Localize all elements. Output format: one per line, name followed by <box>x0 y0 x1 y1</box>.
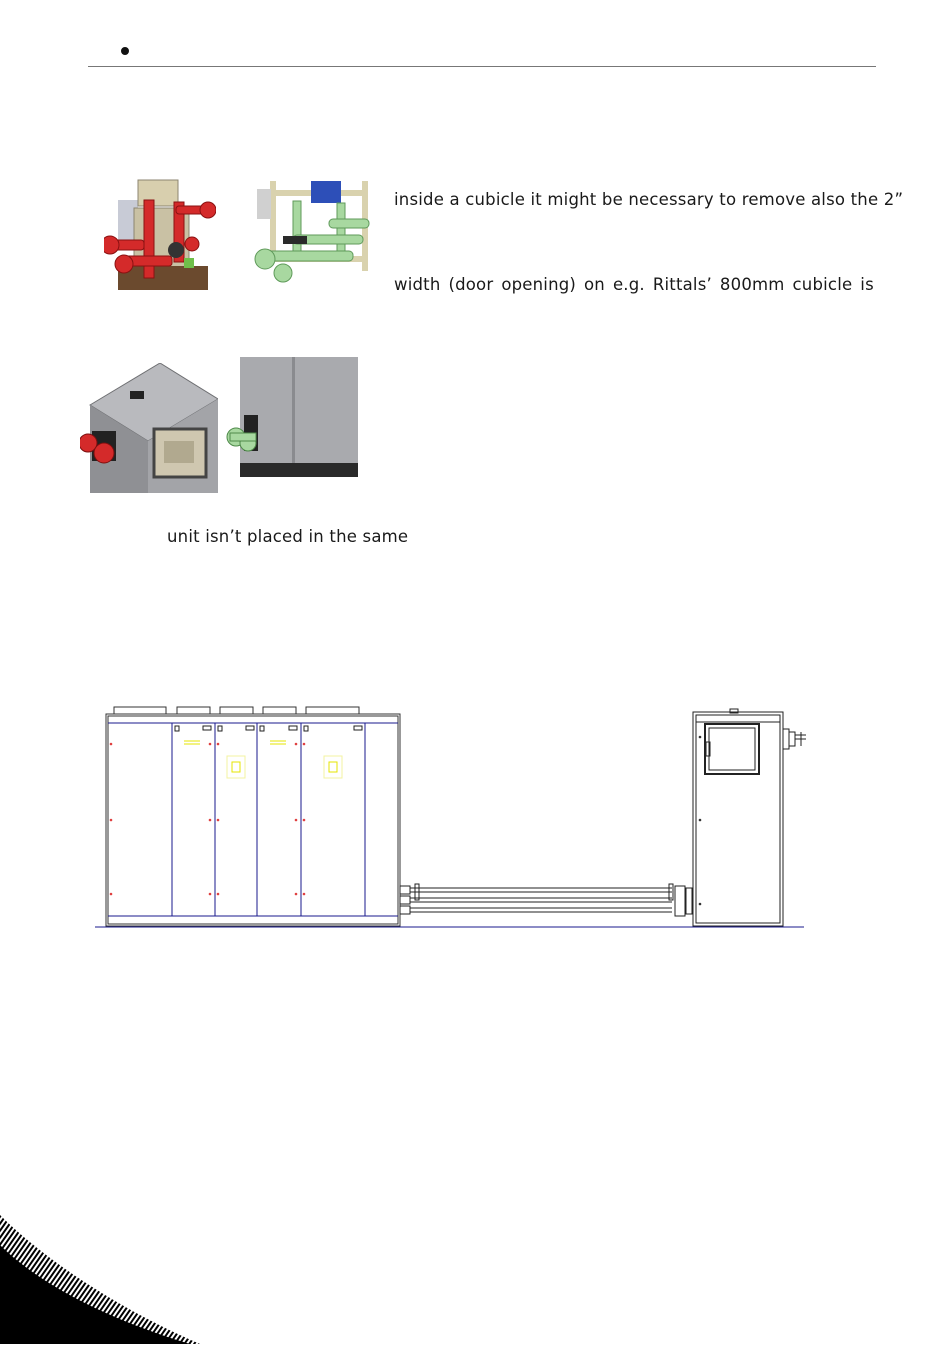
word: cubicle <box>792 275 853 294</box>
word: width <box>394 275 441 294</box>
word: opening) <box>501 275 577 294</box>
decorative-corner-swoosh <box>0 1215 200 1344</box>
pipe-module-red-icon <box>104 178 216 290</box>
word: is <box>860 275 874 294</box>
header-rule <box>88 66 876 67</box>
word: 800mm <box>719 275 785 294</box>
word: (door <box>448 275 494 294</box>
paragraph-line-3: unit isn’t placed in the same <box>167 527 409 546</box>
paragraph-line-1: inside a cubicle it might be necessary to remove also the 2” <box>394 190 904 209</box>
word: on <box>584 275 605 294</box>
paragraph-line-2 <box>394 275 874 294</box>
drive-lineup-with-heat-exchanger-drawing <box>92 704 812 936</box>
cabinet-top-icon <box>80 363 218 493</box>
word: Rittals’ <box>652 275 712 294</box>
header-bullet <box>121 47 129 55</box>
word: e.g. <box>612 275 645 294</box>
cabinet-side-icon <box>226 357 358 481</box>
pipe-module-green-icon <box>253 181 373 288</box>
